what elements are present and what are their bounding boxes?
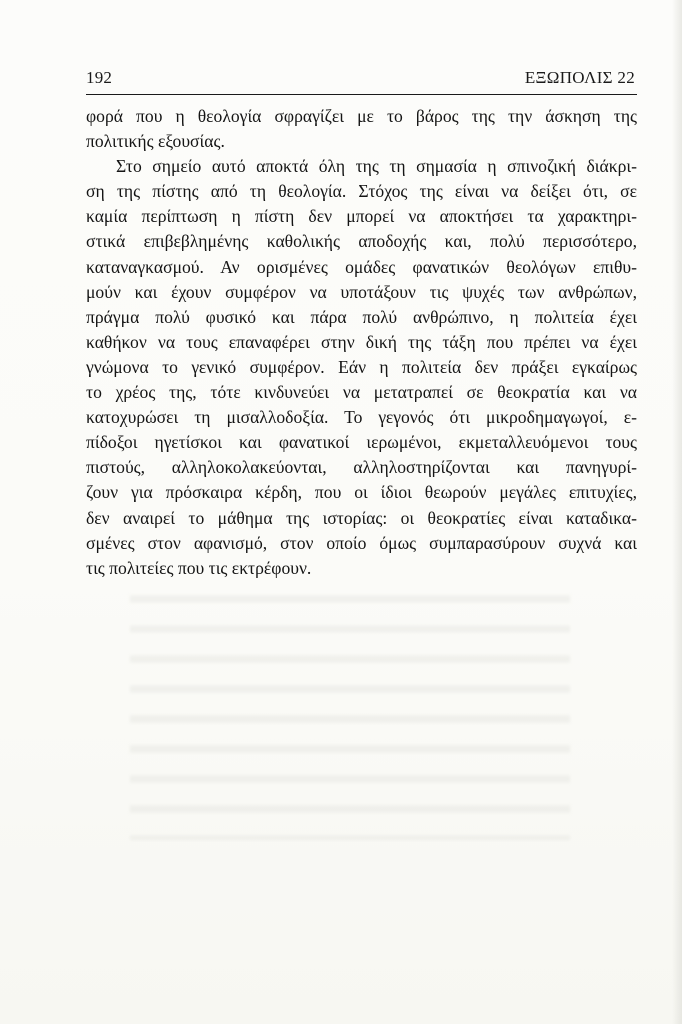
running-header xyxy=(86,66,637,95)
text-line: καμία περίπτωση η πίστη δεν μπορεί να αποκτήσει τα χαρακτηρι- xyxy=(86,206,637,227)
text-line: το χρέος της, τότε κινδυνεύει να μετατραπεί σε θεοκρατία και να xyxy=(86,382,637,403)
text-line: μούν και έχουν συμφέρον να υποτάξουν τις ψυχές των ανθρώπων, xyxy=(86,281,637,302)
show-through-texture xyxy=(130,580,570,840)
text-line: πιστούς, αλληλοκολακεύονται, αλληλοστηρίζονται και πανηγυρί- xyxy=(86,457,637,478)
text-line: τις πολιτείες που τις εκτρέφουν. xyxy=(86,557,312,578)
text-line: κατοχυρώσει τη μισαλλοδοξία. Το γεγονός ότι μικροδημαγωγοί, ε- xyxy=(86,407,637,428)
body-text xyxy=(86,104,637,581)
journal-title: ΕΞΩΠΟΛΙΣ 22 xyxy=(524,68,635,87)
page-edge-shadow xyxy=(672,0,682,1024)
text-line: φορά που η θεολογία σφραγίζει με το βάρος της την άσκηση της xyxy=(86,106,637,126)
text-line: γνώμονα το γενικό συμφέρον. Εάν η πολιτεία δεν πράξει εγκαίρως xyxy=(86,356,637,377)
text-line: ση της πίστης από τη θεολογία. Στόχος της είναι να δείξει ότι, σε xyxy=(86,181,637,202)
text-line: πολιτικής εξουσίας. xyxy=(86,131,225,152)
text-line: πίδοξοι ηγετίσκοι και φανατικοί ιερωμένοι, εκμεταλλευόμενοι τους xyxy=(86,432,637,453)
text-line: πράγμα πολύ φυσικό και πάρα πολύ ανθρώπινο, η πολιτεία έχει xyxy=(86,306,637,327)
page-number: 192 xyxy=(86,68,113,87)
text-line: καθήκον να τους επαναφέρει στην δική της τάξη που πρέπει να έχει xyxy=(86,331,637,352)
text-line: καταναγκασμού. Αν ορισμένες ομάδες φανατικών θεολόγων επιθυ- xyxy=(86,256,637,277)
text-line: στικά επιβεβλημένης καθολικής αποδοχής και, πολύ περισσότερο, xyxy=(86,231,637,252)
text-line: Στο σημείο αυτό αποκτά όλη της τη σημασία η σπινοζική διάκρι- xyxy=(116,156,637,177)
text-line: σμένες στον αφανισμό, στον οποίο όμως συμπαρασύρουν συχνά και xyxy=(86,532,637,553)
text-line: δεν αναιρεί το μάθημα της ιστορίας: οι θεοκρατίες είναι καταδικα- xyxy=(86,507,637,528)
text-line: ζουν για πρόσκαιρα κέρδη, που οι ίδιοι θεωρούν μεγάλες επιτυχίες, xyxy=(86,482,637,503)
